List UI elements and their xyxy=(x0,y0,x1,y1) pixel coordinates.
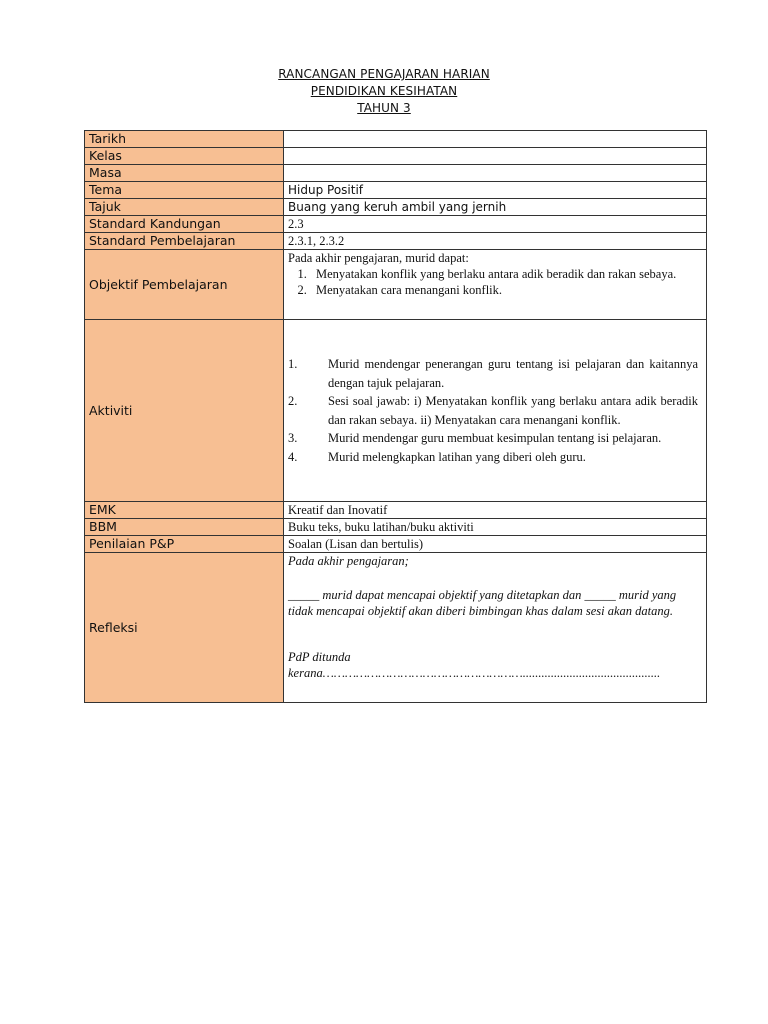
aktiviti-item xyxy=(288,355,698,392)
value-kelas xyxy=(284,148,707,165)
document-header xyxy=(0,66,768,117)
value-bbm: Buku teks, buku latihan/buku aktiviti xyxy=(284,519,707,536)
label-penilaian: Penilaian P&P xyxy=(85,536,284,553)
label-tema: Tema xyxy=(85,182,284,199)
label-bbm: BBM xyxy=(85,519,284,536)
row-emk xyxy=(85,502,707,519)
objektif-item: 2. Menyatakan cara menangani konflik. xyxy=(310,282,702,298)
row-standard-pembelajaran xyxy=(85,233,707,250)
aktiviti-number: 3. xyxy=(288,431,298,445)
row-tajuk xyxy=(85,199,707,216)
aktiviti-number: 4. xyxy=(288,449,298,464)
row-refleksi xyxy=(85,553,707,703)
row-bbm xyxy=(85,519,707,536)
doc-title-line3: TAHUN 3 xyxy=(357,101,411,115)
aktiviti-list xyxy=(288,355,702,466)
value-tema: Hidup Positif xyxy=(284,182,707,199)
row-kelas xyxy=(85,148,707,165)
doc-title-line2: PENDIDIKAN KESIHATAN xyxy=(310,84,458,98)
label-refleksi: Refleksi xyxy=(85,553,284,703)
label-tarikh: Tarikh xyxy=(85,131,284,148)
label-kelas: Kelas xyxy=(85,148,284,165)
row-aktiviti xyxy=(85,320,707,502)
label-objektif: Objektif Pembelajaran xyxy=(85,250,284,320)
refleksi-postponed: PdP ditunda kerana………………………………………………............................................ xyxy=(288,650,661,680)
value-penilaian: Soalan (Lisan dan bertulis) xyxy=(284,536,707,553)
value-standard-kandungan: 2.3 xyxy=(284,216,707,233)
aktiviti-text: Murid melengkapkan latihan yang diberi oleh guru. xyxy=(328,449,586,464)
label-tajuk: Tajuk xyxy=(85,199,284,216)
row-tarikh xyxy=(85,131,707,148)
value-masa xyxy=(284,165,707,182)
refleksi-achievement: _____ murid dapat mencapai objektif yang ditetapkan dan _____ murid yang tidak mencapai objektif akan diberi bimbingan khas dalam sesi akan datang. xyxy=(288,588,677,618)
value-standard-pembelajaran: 2.3.1, 2.3.2 xyxy=(284,233,707,250)
label-aktiviti: Aktiviti xyxy=(85,320,284,502)
label-masa: Masa xyxy=(85,165,284,182)
label-standard-kandungan: Standard Kandungan xyxy=(85,216,284,233)
objektif-item: 1. Menyatakan konflik yang berlaku antara adik beradik dan rakan sebaya. xyxy=(310,266,702,282)
aktiviti-item xyxy=(288,429,698,448)
aktiviti-item xyxy=(288,392,698,429)
aktiviti-text: Murid mendengar penerangan guru tentang isi pelajaran dan kaitannya dengan tajuk pelajaran. xyxy=(328,357,698,390)
row-penilaian xyxy=(85,536,707,553)
lesson-plan-table xyxy=(84,130,707,703)
label-standard-pembelajaran: Standard Pembelajaran xyxy=(85,233,284,250)
value-tarikh xyxy=(284,131,707,148)
row-objektif xyxy=(85,250,707,320)
row-standard-kandungan xyxy=(85,216,707,233)
value-aktiviti xyxy=(284,320,707,502)
row-tema xyxy=(85,182,707,199)
value-objektif xyxy=(284,250,707,320)
aktiviti-text: Murid mendengar guru membuat kesimpulan tentang isi pelajaran. xyxy=(328,431,662,445)
objektif-list xyxy=(288,266,702,298)
aktiviti-number: 1. xyxy=(288,357,298,371)
aktiviti-item xyxy=(288,448,698,467)
doc-title-line1: RANCANGAN PENGAJARAN HARIAN xyxy=(278,67,490,81)
label-emk: EMK xyxy=(85,502,284,519)
aktiviti-number: 2. xyxy=(288,394,298,408)
aktiviti-text: Sesi soal jawab: i) Menyatakan konflik yang berlaku antara adik beradik dan rakan sebaya. ii) Menyatakan cara menangani konflik. xyxy=(328,394,698,427)
value-emk: Kreatif dan Inovatif xyxy=(284,502,707,519)
value-tajuk: Buang yang keruh ambil yang jernih xyxy=(284,199,707,216)
row-masa xyxy=(85,165,707,182)
value-refleksi xyxy=(284,553,707,703)
objektif-intro: Pada akhir pengajaran, murid dapat: xyxy=(288,251,469,265)
refleksi-intro: Pada akhir pengajaran; xyxy=(288,554,409,568)
